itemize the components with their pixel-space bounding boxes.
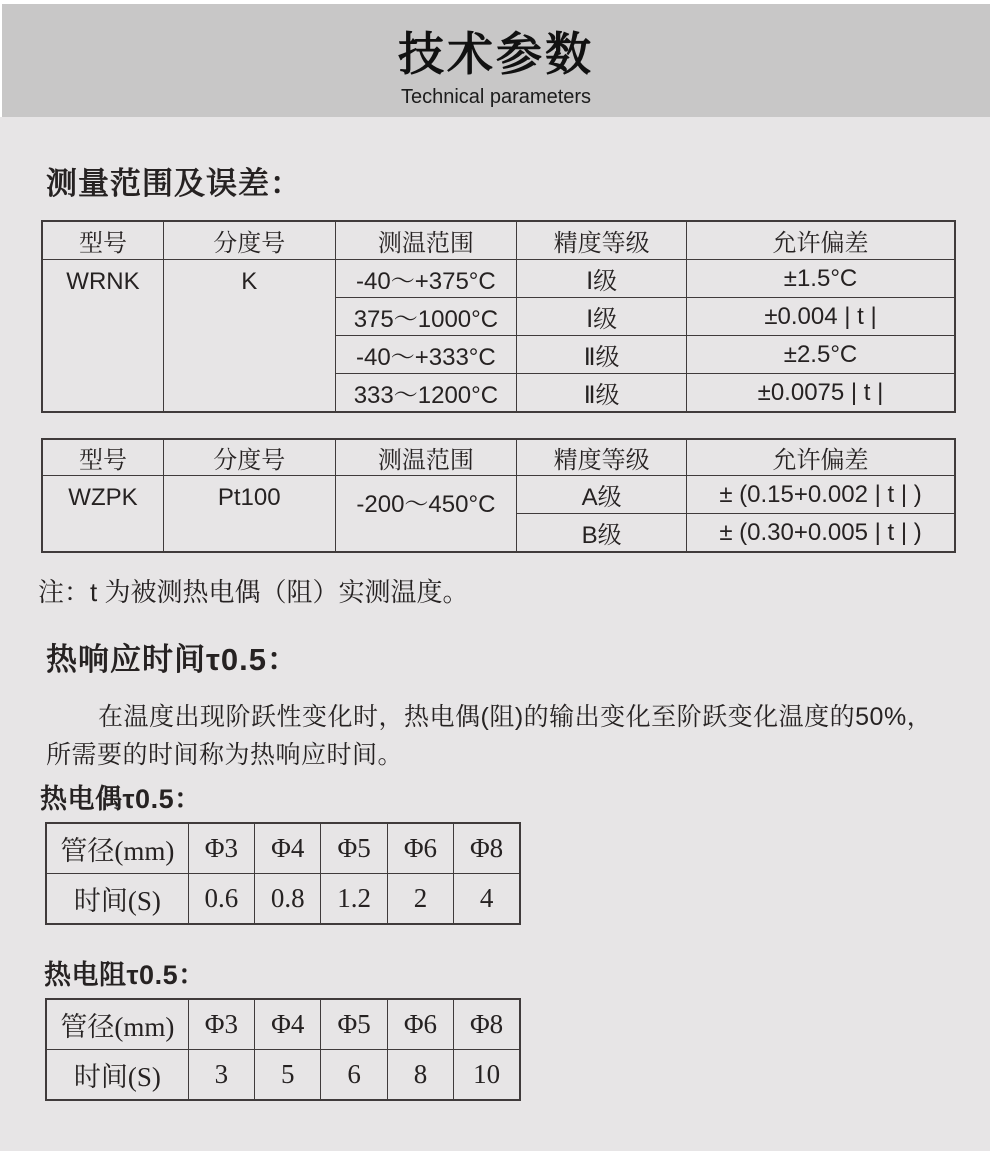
- col-header-graduation: 分度号: [163, 439, 335, 476]
- grade-cell: Ⅱ级: [517, 374, 687, 413]
- diameter-cell: Φ6: [387, 999, 453, 1050]
- diameter-row: [46, 823, 520, 874]
- time-cell: 1.2: [321, 874, 387, 925]
- time-cell: 0.8: [255, 874, 321, 925]
- col-header-range: 测温范围: [335, 439, 517, 476]
- col-header-accuracy: 精度等级: [517, 221, 687, 260]
- thermocouple-tau-label: 热电偶τ0.5：: [40, 784, 202, 814]
- time-cell: 4: [454, 874, 520, 925]
- rtd-response-table: [45, 998, 521, 1101]
- grade-cell: A级: [517, 476, 687, 514]
- diameter-cell: Φ5: [321, 823, 387, 874]
- deviation-cell: ± (0.30+0.005 | t | ): [687, 514, 955, 553]
- diameter-cell: Φ3: [188, 999, 254, 1050]
- time-header: 时间(S): [46, 1050, 188, 1101]
- section-title-thermal-response: 热响应时间τ0.5：: [46, 642, 299, 677]
- range-cell: -200～450°C: [335, 476, 517, 553]
- time-cell: 5: [255, 1050, 321, 1101]
- diameter-cell: Φ4: [255, 823, 321, 874]
- range-cell: -40～+333°C: [335, 336, 517, 374]
- range-cell: 333～1200°C: [335, 374, 517, 413]
- time-row: [46, 1050, 520, 1101]
- grade-cell: Ⅱ级: [517, 336, 687, 374]
- deviation-cell: ±0.004 | t |: [687, 298, 955, 336]
- range-cell: 375～1000°C: [335, 298, 517, 336]
- range-cell: -40～+375°C: [335, 260, 517, 298]
- time-row: [46, 874, 520, 925]
- diameter-header: 管径(mm): [46, 999, 188, 1050]
- page-title: 技术参数: [398, 28, 594, 80]
- diameter-header: 管径(mm): [46, 823, 188, 874]
- deviation-cell: ±2.5°C: [687, 336, 955, 374]
- rtd-spec-table: [41, 438, 956, 553]
- col-header-deviation: 允许偏差: [687, 221, 955, 260]
- rtd-tau-label: 热电阻τ0.5：: [44, 960, 206, 990]
- grade-cell: Ⅰ级: [517, 298, 687, 336]
- col-header-model: 型号: [42, 439, 163, 476]
- page-subtitle: Technical parameters: [400, 86, 592, 108]
- page-body: [0, 117, 990, 1151]
- diameter-cell: Φ4: [255, 999, 321, 1050]
- time-cell: 3: [188, 1050, 254, 1101]
- table-row: [42, 476, 955, 514]
- time-cell: 10: [454, 1050, 520, 1101]
- thermocouple-spec-table: [41, 220, 956, 413]
- table-header-row: [42, 439, 955, 476]
- section-title-measurement-range: 测量范围及误差：: [46, 166, 302, 201]
- col-header-deviation: 允许偏差: [687, 439, 955, 476]
- table-row: [42, 260, 955, 298]
- col-header-range: 测温范围: [335, 221, 517, 260]
- time-cell: 6: [321, 1050, 387, 1101]
- diameter-cell: Φ3: [188, 823, 254, 874]
- grade-cell: Ⅰ级: [517, 260, 687, 298]
- model-cell: WZPK: [42, 476, 163, 553]
- col-header-model: 型号: [42, 221, 163, 260]
- thermocouple-response-table: [45, 822, 521, 925]
- time-cell: 2: [387, 874, 453, 925]
- diameter-cell: Φ6: [387, 823, 453, 874]
- deviation-cell: ±1.5°C: [687, 260, 955, 298]
- time-cell: 0.6: [188, 874, 254, 925]
- deviation-cell: ±0.0075 | t |: [687, 374, 955, 413]
- model-cell: WRNK: [42, 260, 163, 413]
- col-header-accuracy: 精度等级: [517, 439, 687, 476]
- diameter-cell: Φ5: [321, 999, 387, 1050]
- col-header-graduation: 分度号: [163, 221, 335, 260]
- header-banner: [2, 4, 990, 117]
- paragraph-line-1: 在温度出现阶跃性变化时，热电偶(阻)的输出变化至阶跃变化温度的50%，: [98, 703, 933, 731]
- graduation-cell: Pt100: [163, 476, 335, 553]
- diameter-cell: Φ8: [454, 999, 520, 1050]
- time-header: 时间(S): [46, 874, 188, 925]
- time-cell: 8: [387, 1050, 453, 1101]
- diameter-row: [46, 999, 520, 1050]
- grade-cell: B级: [517, 514, 687, 553]
- table-header-row: [42, 221, 955, 260]
- paragraph-line-2: 所需要的时间称为热响应时间。: [46, 741, 404, 769]
- deviation-cell: ± (0.15+0.002 | t | ): [687, 476, 955, 514]
- diameter-cell: Φ8: [454, 823, 520, 874]
- graduation-cell: K: [163, 260, 335, 413]
- footnote-t-definition: 注：t 为被测热电偶（阻）实测温度。: [38, 577, 469, 607]
